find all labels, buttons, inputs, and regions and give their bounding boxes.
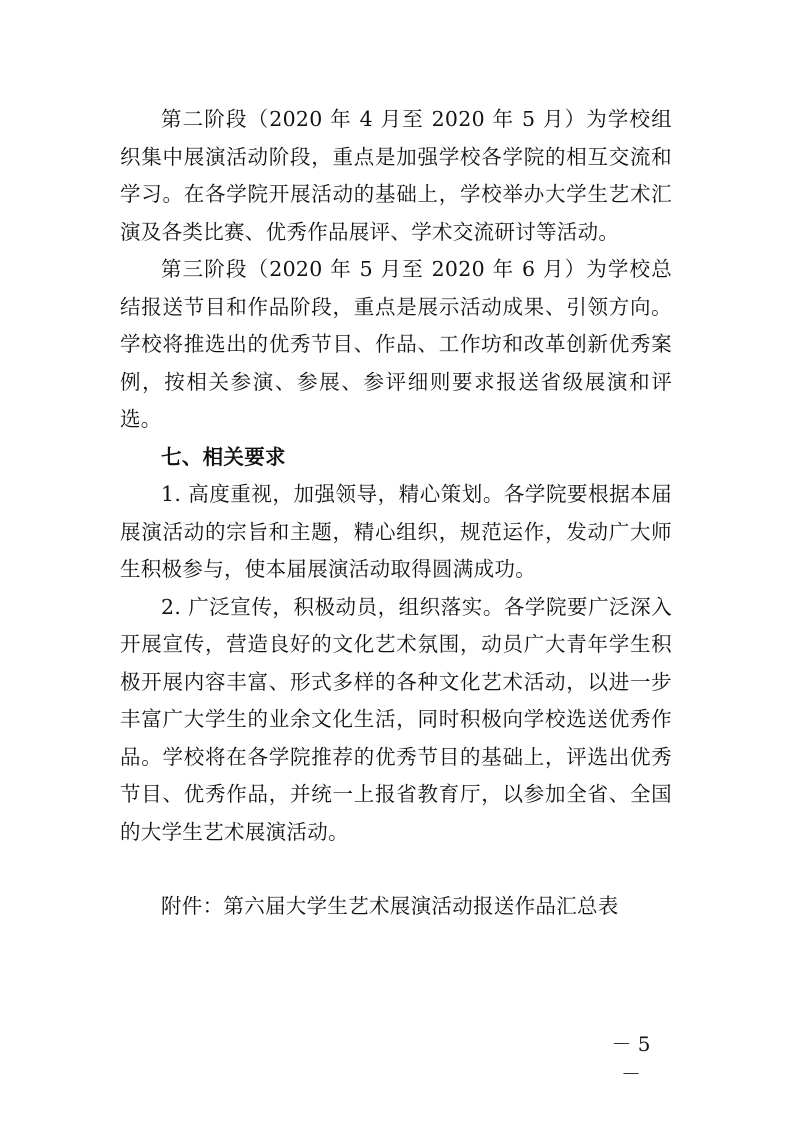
section-heading-requirements: 七、相关要求 xyxy=(161,444,286,469)
requirement-item-1: 1. 高度重视，加强领导，精心策划。各学院要根据本届展演活动的宗旨和主题，精心组织，规范运作，发动广大师生积极参与，使本届展演活动取得圆满成功。 xyxy=(120,482,672,581)
document-body xyxy=(120,101,672,926)
paragraph-stage-three: 第三阶段（2020 年 5 月至 2020 年 6 月）为学校总结报送节目和作品阶段，重点是展示活动成果、引领方向。学校将推选出的优秀节目、作品、工作坊和改革创新优秀案例，按相关参演、参展、参评细则要求报送省级展演和评选。 xyxy=(120,257,672,431)
requirement-item-2: 2. 广泛宣传，积极动员，组织落实。各学院要广泛深入开展宣传，营造良好的文化艺术氛围，动员广大青年学生积极开展内容丰富、形式多样的各种文化艺术活动，以进一步丰富广大学生的业余文化生活，同时积极向学校选送优秀作品。学校将在各学院推荐的优秀节目的基础上，评选出优秀节目、优秀作品，并统一上报省教育厅，以参加全省、全国的大学生艺术展演活动。 xyxy=(120,594,672,844)
attachment-line: 附件：第六届大学生艺术展演活动报送作品汇总表 xyxy=(161,894,619,918)
page-number: － 5 － xyxy=(611,1032,651,1086)
paragraph-stage-two: 第二阶段（2020 年 4 月至 2020 年 5 月）为学校组织集中展演活动阶段，重点是加强学校各学院的相互交流和学习。在各学院开展活动的基础上，学校举办大学生艺术汇演及各类比赛、优秀作品展评、学术交流研讨等活动。 xyxy=(120,107,672,244)
